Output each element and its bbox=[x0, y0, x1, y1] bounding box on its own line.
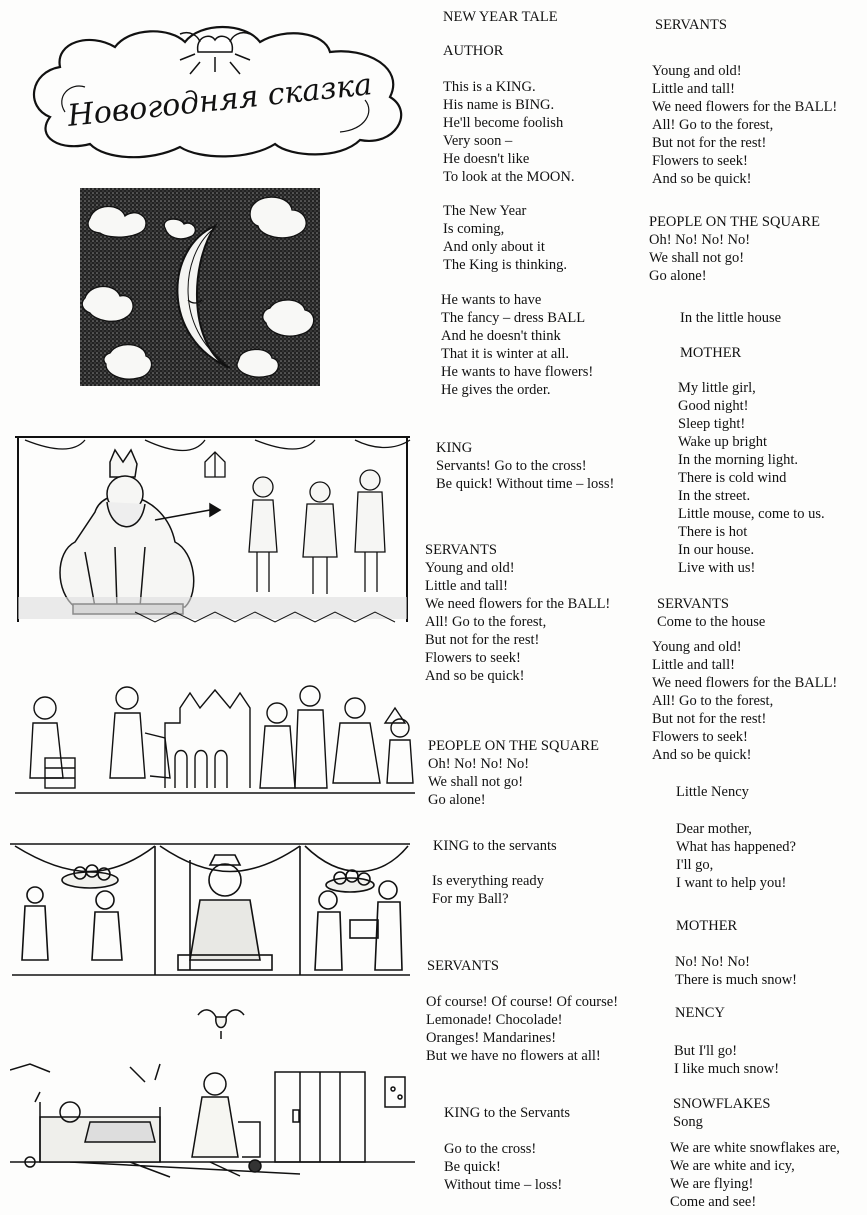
role-little-nency: Little Nency bbox=[676, 784, 749, 800]
people-square-verse-1: PEOPLE ON THE SQUARE Oh! No! No! No! We shall not go! Go alone! bbox=[428, 738, 599, 808]
title-cyrillic: Новогодняя сказка bbox=[65, 67, 374, 134]
banquet-illustration bbox=[10, 840, 412, 980]
nency-reply: But I'll go! I like much snow! bbox=[674, 1043, 780, 1077]
role-author: AUTHOR bbox=[443, 43, 504, 59]
king-order: KING Servants! Go to the cross! Be quick! Without time – loss! bbox=[436, 440, 615, 492]
author-verse-1: This is a KING. His name is BING. He'll become foolish Very soon – He doesn't like To look at the MOON. bbox=[443, 79, 575, 185]
king-to-servants-1: KING to the servants bbox=[433, 838, 557, 854]
role-mother-1: MOTHER bbox=[680, 345, 742, 361]
moon-illustration bbox=[80, 188, 320, 386]
lantern-icon bbox=[205, 452, 225, 477]
snowflakes-song: We are white snowflakes are, We are white and icy, We are flying! Come and see! bbox=[670, 1140, 840, 1210]
king-to-servants-2: KING to the Servants bbox=[444, 1105, 571, 1121]
role-mother-2: MOTHER bbox=[676, 918, 738, 934]
king-servants-illustration bbox=[15, 432, 415, 634]
king-question: Is everything ready For my Ball? bbox=[432, 873, 544, 907]
author-verse-2: The New Year Is coming, And only about it The King is thinking. bbox=[443, 203, 568, 273]
role-servants-2: SERVANTS bbox=[427, 958, 499, 974]
small-bell-icon bbox=[196, 1003, 246, 1043]
servants-verse-col2: Young and old! Little and tall! We need flowers for the BALL! All! Go to the forest, But not for the rest! Flowers to seek! And so be quick! bbox=[652, 63, 838, 187]
mother-reply: No! No! No! There is much snow! bbox=[675, 954, 798, 988]
role-nency: NENCY bbox=[675, 1005, 725, 1021]
people-square-col2: PEOPLE ON THE SQUARE Oh! No! No! No! We shall not go! Go alone! bbox=[649, 214, 820, 284]
bedroom-illustration bbox=[10, 1062, 415, 1182]
servants-verse-1: SERVANTS Young and old! Little and tall! We need flowers for the BALL! All! Go to the forest, But not for the rest! Flowers to seek! And so be quick! bbox=[425, 542, 611, 684]
role-servants-col2: SERVANTS bbox=[655, 17, 727, 33]
bell-icon bbox=[180, 33, 250, 74]
town-square-illustration bbox=[15, 678, 415, 808]
servants-reply: Of course! Of course! Of course! Lemonade! Chocolade! Oranges! Mandarines! But we have no flowers at all! bbox=[426, 994, 619, 1064]
king-command-2: Go to the cross! Be quick! Without time – loss! bbox=[444, 1141, 563, 1193]
title-banner-illustration bbox=[20, 12, 415, 162]
servants-come-house: SERVANTS Come to the house bbox=[657, 596, 766, 630]
tale-title: NEW YEAR TALE bbox=[443, 9, 558, 25]
author-verse-3: He wants to have The fancy – dress BALL And he doesn't think That it is winter at all. He wants to have flowers! He gives the order. bbox=[441, 292, 594, 398]
role-snowflakes: SNOWFLAKES Song bbox=[673, 1096, 771, 1130]
nency-verse: Dear mother, What has happened? I'll go, I want to help you! bbox=[676, 821, 796, 891]
mother-verse: My little girl, Good night! Sleep tight! Wake up bright In the morning light. There is cold wind In the street. Little mouse, come to us. There is hot In our house. Live with us! bbox=[678, 380, 825, 576]
servants-verse-col2-b: Young and old! Little and tall! We need flowers for the BALL! All! Go to the forest, But not for the rest! Flowers to seek! And so be quick! bbox=[652, 639, 838, 763]
scene-little-house: In the little house bbox=[680, 310, 782, 326]
